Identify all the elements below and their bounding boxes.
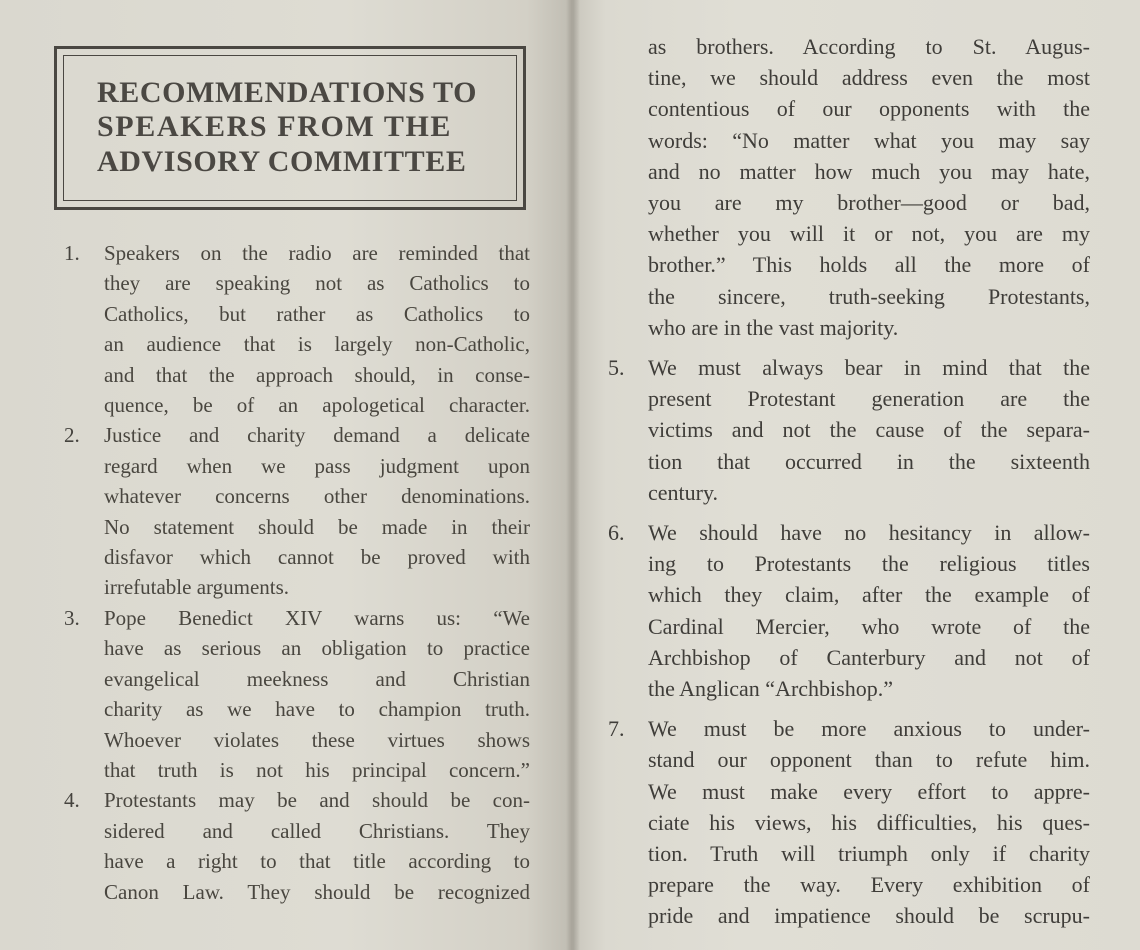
text-line: We should have no hesitancy in allow- <box>648 520 1090 546</box>
list-item-7 <box>608 713 1090 931</box>
text-line: tion that occurred in the sixteenth <box>648 448 1090 474</box>
text-line: regard when we pass judgment upon <box>104 453 530 478</box>
item-text <box>104 238 530 420</box>
item-number: 3. <box>64 605 80 630</box>
text-line: Archbishop of Canterbury and not of <box>648 644 1090 670</box>
text-line: have a right to that title according to <box>104 849 530 874</box>
text-line: the Anglican “Archbishop.” <box>648 676 893 702</box>
text-line: ciate his views, his difficulties, his ques- <box>648 809 1090 835</box>
list-item-6 <box>608 517 1090 704</box>
text-line: have as serious an obligation to practice <box>104 636 530 661</box>
item-4-continuation <box>648 31 1090 343</box>
list-item-2 <box>64 420 530 602</box>
item-number: 1. <box>64 241 80 265</box>
text-line: ing to Protestants the religious titles <box>648 551 1090 577</box>
text-line: sidered and called Christians. They <box>104 818 530 843</box>
text-line: Whoever violates these virtues shows <box>104 727 530 752</box>
text-line: and that the approach should, in conse- <box>104 362 530 387</box>
text-line: stand our opponent than to refute him. <box>648 747 1090 773</box>
text-line: brother.” This holds all the more of <box>648 252 1090 278</box>
item-number: 2. <box>64 423 80 448</box>
item-number: 4. <box>64 788 80 813</box>
list-item-3 <box>64 603 530 785</box>
title-line-1: RECOMMENDATIONS TO <box>97 76 478 109</box>
text-line: tine, we should address even the most <box>648 65 1090 91</box>
item-text <box>104 603 530 785</box>
text-line: Protestants may be and should be con- <box>104 788 530 813</box>
text-line: which they claim, after the example of <box>648 582 1090 608</box>
text-line: We must be more anxious to under- <box>648 716 1090 742</box>
recommendations-list-left <box>64 238 530 907</box>
text-line: quence, be of an apologetical character. <box>104 393 530 418</box>
item-text <box>648 713 1090 931</box>
list-item-4 <box>64 785 530 907</box>
book-gutter <box>566 0 580 950</box>
list-item-1 <box>64 238 530 420</box>
text-line: and no matter how much you may hate, <box>648 158 1090 184</box>
text-line: who are in the vast majority. <box>648 314 899 340</box>
text-line: words: “No matter what you may say <box>648 127 1090 153</box>
text-line: Canon Law. They should be recognized <box>104 879 530 904</box>
text-line: victims and not the cause of the separa- <box>648 417 1090 443</box>
text-line: Cardinal Mercier, who wrote of the <box>648 613 1090 639</box>
text-line: the sincere, truth-seeking Protestants, <box>648 283 1090 309</box>
text-line: Justice and charity demand a delicate <box>104 423 530 448</box>
text-line: evangelical meekness and Christian <box>104 666 530 691</box>
text-line: charity as we have to champion truth. <box>104 697 530 722</box>
item-number: 5. <box>608 355 625 381</box>
list-item-5 <box>608 352 1090 508</box>
item-number: 6. <box>608 520 625 546</box>
text-line: whatever concerns other denominations. <box>104 484 530 509</box>
text-line: Pope Benedict XIV warns us: “We <box>104 605 530 630</box>
text-line: they are speaking not as Catholics to <box>104 271 530 296</box>
text-line: No statement should be made in their <box>104 514 530 539</box>
recommendations-list-right <box>608 31 1090 932</box>
title-line-3: ADVISORY COMMITTEE <box>97 145 467 178</box>
text-line: as brothers. According to St. Augus- <box>648 34 1090 59</box>
text-line: contentious of our opponents with the <box>648 96 1090 122</box>
text-line: present Protestant generation are the <box>648 386 1090 412</box>
text-line: We must always bear in mind that the <box>648 355 1090 381</box>
title-box <box>54 46 526 210</box>
text-line: whether you will it or not, you are my <box>648 221 1090 247</box>
text-line: that truth is not his principal concern.” <box>104 757 530 782</box>
text-line: Speakers on the radio are reminded that <box>104 241 530 265</box>
text-line: irrefutable arguments. <box>104 575 290 600</box>
text-line: tion. Truth will triumph only if charity <box>648 841 1090 867</box>
title-line-2: SPEAKERS FROM THE <box>97 110 453 143</box>
text-line: pride and impatience should be scrupu- <box>648 903 1090 929</box>
item-text <box>648 517 1090 704</box>
item-text <box>104 420 530 602</box>
text-line: you are my brother—good or bad, <box>648 190 1090 216</box>
text-line: prepare the way. Every exhibition of <box>648 872 1090 898</box>
text-line: century. <box>648 479 719 505</box>
text-line: disfavor which cannot be proved with <box>104 545 530 570</box>
text-line: an audience that is largely non-Catholic, <box>104 332 530 357</box>
item-text <box>648 352 1090 508</box>
item-text <box>104 785 530 907</box>
text-line: Catholics, but rather as Catholics to <box>104 301 530 326</box>
item-number: 7. <box>608 716 625 742</box>
text-line: We must make every effort to appre- <box>648 778 1090 804</box>
